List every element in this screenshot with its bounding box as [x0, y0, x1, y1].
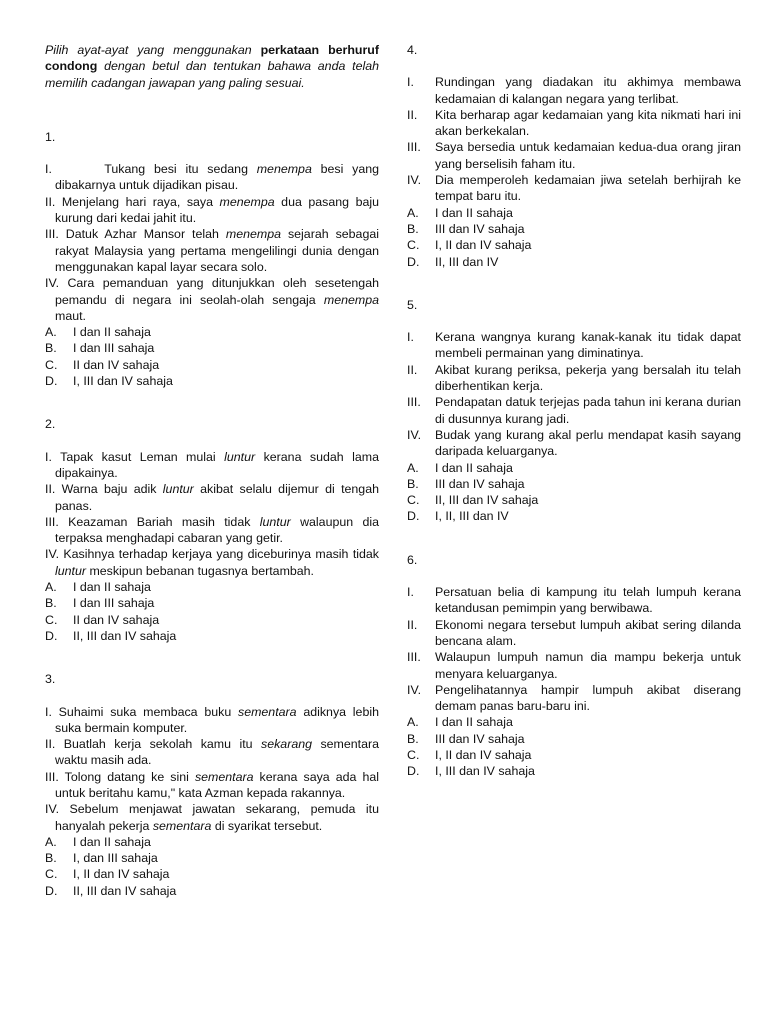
option-letter: D.	[407, 764, 420, 779]
instructions-text-end: dengan betul dan tentukan bahawa anda telah memilih cadangan jawapan yang paling sesuai.	[45, 59, 379, 90]
option-b[interactable]	[45, 850, 379, 866]
statement-2	[45, 194, 379, 227]
option-a[interactable]	[407, 714, 741, 730]
option-text: III dan IV sahaja	[435, 731, 525, 746]
option-text: II, III dan IV sahaja	[73, 628, 177, 643]
statement-4	[45, 275, 379, 324]
option-text: I dan III sahaja	[73, 341, 155, 356]
statement-1	[407, 584, 741, 617]
option-a[interactable]	[45, 579, 379, 595]
instructions-text: Pilih ayat-ayat yang menggunakan	[45, 43, 261, 57]
statement-1	[407, 74, 741, 107]
statement-1	[407, 329, 741, 362]
statement-numeral: III.	[407, 140, 421, 155]
statement-text: Rundingan yang diadakan itu akhimya membawa kedamaian di kalangan negara yang terlibat.	[435, 75, 741, 106]
italic-word: menempa	[225, 227, 281, 242]
statement-3	[407, 139, 741, 172]
option-d[interactable]	[407, 254, 741, 270]
option-letter: A.	[407, 460, 419, 475]
option-letter: B.	[45, 596, 57, 611]
option-b[interactable]	[407, 221, 741, 237]
left-column	[45, 42, 379, 899]
option-text: I dan II sahaja	[73, 325, 151, 340]
option-b[interactable]	[45, 340, 379, 356]
statement-numeral: III.	[45, 227, 59, 242]
italic-word: luntur	[162, 482, 194, 497]
statement-text: Pendapatan datuk terjejas pada tahun ini kerana durian di dusunnya kurang jadi.	[435, 395, 741, 426]
option-letter: C.	[45, 612, 58, 627]
statement-text: Walaupun lumpuh namun dia mampu bekerja untuk menyara keluarganya.	[435, 650, 741, 681]
statement-3	[45, 514, 379, 547]
statement-numeral: IV.	[45, 547, 60, 562]
option-text: II, III dan IV sahaja	[73, 883, 177, 898]
option-text: I dan II sahaja	[435, 715, 513, 730]
statement-numeral: I.	[407, 75, 414, 90]
option-text: II dan IV sahaja	[73, 612, 160, 627]
option-letter: A.	[45, 580, 57, 595]
option-letter: A.	[45, 834, 57, 849]
option-text: I, II dan IV sahaja	[435, 238, 532, 253]
statement-numeral: I.	[45, 449, 52, 464]
statement-text: Pengelihatannya hampir lumpuh akibat diserang demam panas baru-baru ini.	[435, 682, 741, 714]
statement-text: Budak yang kurang akal perlu mendapat kasih sayang daripada keluarganya.	[435, 427, 741, 459]
option-b[interactable]	[407, 476, 741, 492]
statement-text: Buatlah kerja sekolah kamu itu	[63, 737, 262, 752]
statement-numeral: I.	[407, 585, 414, 600]
statement-4	[407, 682, 741, 715]
option-letter: D.	[45, 883, 58, 898]
statement-4	[45, 546, 379, 579]
question-number: 4.	[407, 43, 418, 57]
statement-4	[45, 801, 379, 834]
question-4	[407, 42, 741, 270]
statement-numeral: II.	[407, 362, 418, 377]
statement-1	[45, 449, 379, 482]
option-a[interactable]	[45, 834, 379, 850]
statement-text: Dia memperoleh kedamaian jiwa setelah berhijrah ke tempat baru itu.	[435, 173, 741, 204]
statement-numeral: I.	[45, 162, 52, 177]
statement-numeral: III.	[45, 769, 59, 784]
statement-text: Persatuan belia di kampung itu telah lumpuh kerana ketandusan pemimpin yang berwibawa.	[435, 585, 741, 616]
statement-text-end: maut.	[55, 308, 86, 323]
option-c[interactable]	[407, 492, 741, 508]
option-b[interactable]	[45, 595, 379, 611]
option-c[interactable]	[45, 357, 379, 373]
statement-text: Akibat kurang periksa, pekerja yang bersalah itu telah diberhentikan kerja.	[435, 362, 741, 394]
statement-text-end: akibat selalu dijemur di tengah panas.	[55, 482, 379, 513]
statement-numeral: I.	[407, 330, 414, 345]
statement-3	[45, 769, 379, 802]
question-number: 1.	[45, 129, 56, 144]
option-a[interactable]	[45, 324, 379, 340]
option-c[interactable]	[407, 237, 741, 253]
option-a[interactable]	[407, 460, 741, 476]
option-letter: B.	[45, 341, 57, 356]
statement-2	[407, 362, 741, 395]
option-d[interactable]	[407, 763, 741, 779]
question-number: 5.	[407, 297, 418, 312]
statement-1	[45, 704, 379, 737]
italic-word: luntur	[55, 563, 86, 578]
statement-numeral: III.	[407, 650, 421, 665]
option-letter: C.	[45, 867, 58, 882]
italic-word: sementara	[152, 818, 212, 833]
option-letter: B.	[407, 221, 419, 236]
option-c[interactable]	[407, 747, 741, 763]
statement-numeral: III.	[407, 395, 421, 410]
statement-text-end: sementara waktu masih ada.	[55, 737, 379, 768]
statement-2	[407, 617, 741, 650]
instructions	[45, 42, 379, 91]
option-letter: B.	[407, 476, 419, 491]
statement-text-end: besi yang dibakarnya untuk dijadikan pisau.	[55, 162, 379, 193]
statement-text-end: adiknya lebih suka bermain komputer.	[55, 704, 379, 735]
statement-numeral: IV.	[45, 802, 60, 817]
statement-text: Cara pemanduan yang ditunjukkan oleh sesetengah pemandu di negara ini seolah-olah sengaja	[55, 276, 379, 307]
option-letter: D.	[45, 374, 58, 389]
statement-text-end: kerana saya ada hal untuk beritahu kamu," kata Azman kepada rakannya.	[55, 769, 380, 800]
statement-3	[407, 394, 741, 427]
option-text: II dan IV sahaja	[73, 357, 160, 372]
option-text: I, III dan IV sahaja	[73, 374, 173, 389]
option-letter: B.	[407, 731, 419, 746]
option-text: I dan II sahaja	[435, 205, 513, 220]
statement-text: Menjelang hari raya, saya	[61, 194, 220, 209]
statement-numeral: II.	[45, 194, 56, 209]
option-text: II, III dan IV sahaja	[435, 493, 539, 508]
statement-text: Saya bersedia untuk kedamaian kedua-dua orang jiran yang berselisih faham itu.	[435, 140, 741, 171]
option-d[interactable]	[45, 883, 379, 899]
italic-word: sementara	[194, 769, 254, 784]
option-letter: C.	[45, 357, 58, 372]
option-letter: D.	[407, 254, 420, 269]
statement-2	[45, 736, 379, 769]
option-letter: D.	[45, 628, 58, 643]
option-letter: A.	[45, 325, 57, 340]
statement-4	[407, 172, 741, 205]
question-number: 6.	[407, 552, 418, 567]
statement-text-end: kerana sudah lama dipakainya.	[55, 449, 379, 480]
question-6	[407, 552, 741, 780]
statement-text-end: dua pasang baju kurung dari kedai jahit itu.	[55, 194, 379, 226]
statement-text: Keazaman Bariah masih tidak	[68, 514, 260, 529]
option-c[interactable]	[45, 612, 379, 628]
statement-3	[45, 226, 379, 275]
option-text: III dan IV sahaja	[435, 221, 525, 236]
option-text: I dan II sahaja	[73, 834, 151, 849]
statement-numeral: IV.	[407, 682, 422, 697]
option-text: I, II, III dan IV	[435, 509, 509, 524]
option-d[interactable]	[45, 373, 379, 389]
italic-word: luntur	[224, 449, 256, 464]
statement-text: Kita berharap agar kedamaian yang kita nikmati hari ini akan berkekalan.	[435, 107, 741, 139]
italic-word: menempa	[256, 162, 312, 177]
option-letter: A.	[407, 715, 419, 730]
option-text: I, III dan IV sahaja	[435, 764, 535, 779]
statement-numeral: IV.	[407, 173, 422, 188]
statement-text: Ekonomi negara tersebut lumpuh akibat sering dilanda bencana alam.	[435, 617, 741, 648]
question-number: 3.	[45, 672, 56, 687]
statement-text: Tapak kasut Leman mulai	[60, 449, 225, 464]
statement-numeral: I.	[45, 704, 52, 719]
italic-word: sekarang	[261, 737, 312, 752]
option-text: III dan IV sahaja	[435, 476, 525, 491]
statement-text-end: walaupun dia terpaksa menghadapi cabaran yang getir.	[55, 514, 379, 546]
option-letter: C.	[407, 493, 420, 508]
statement-numeral: IV.	[45, 276, 60, 291]
statement-numeral: II.	[407, 617, 418, 632]
question-5	[407, 297, 741, 525]
italic-word: luntur	[259, 514, 291, 529]
option-letter: D.	[407, 509, 420, 524]
statement-numeral: II.	[45, 737, 56, 752]
option-text: I dan II sahaja	[73, 580, 151, 595]
statement-text-end: sejarah sebagai rakyat Malaysia yang pertama mengelilingi dunia dengan menggunakan kapal layar secara solo.	[55, 227, 379, 274]
question-2	[45, 416, 379, 644]
italic-word: menempa	[323, 292, 379, 307]
right-column	[407, 42, 741, 780]
italic-word: sementara	[238, 704, 297, 719]
question-1	[45, 129, 379, 389]
statement-numeral: IV.	[407, 427, 422, 442]
option-a[interactable]	[407, 205, 741, 221]
option-d[interactable]	[407, 508, 741, 524]
option-text: II, III dan IV	[435, 254, 499, 269]
statement-text: Kerana wangnya kurang kanak-kanak itu tidak dapat membeli permainan yang diminatinya.	[435, 330, 741, 361]
question-number: 2.	[45, 417, 56, 432]
statement-1	[45, 161, 379, 194]
statement-text: Warna baju adik	[61, 482, 163, 497]
question-3	[45, 671, 379, 899]
statement-numeral: II.	[45, 482, 56, 497]
italic-word: menempa	[219, 194, 275, 209]
statement-2	[407, 107, 741, 140]
statement-3	[407, 649, 741, 682]
option-c[interactable]	[45, 866, 379, 882]
option-d[interactable]	[45, 628, 379, 644]
statement-text-end: di syarikat tersebut.	[211, 818, 323, 833]
option-letter: C.	[407, 747, 420, 762]
option-letter: C.	[407, 238, 420, 253]
option-text: I, II dan IV sahaja	[73, 867, 170, 882]
option-text: I dan II sahaja	[435, 460, 513, 475]
option-letter: A.	[407, 205, 419, 220]
statement-text: Suhaimi suka membaca buku	[58, 704, 238, 719]
statement-text: Tolong datang ke sini	[64, 769, 195, 784]
statement-text-end: meskipun bebanan tugasnya bertambah.	[86, 563, 315, 578]
option-b[interactable]	[407, 731, 741, 747]
statement-2	[45, 481, 379, 514]
statement-4	[407, 427, 741, 460]
statement-numeral: III.	[45, 514, 59, 529]
statement-text: Tukang besi itu sedang	[60, 162, 257, 177]
statement-text: Datuk Azhar Mansor telah	[65, 227, 226, 242]
option-text: I, II dan IV sahaja	[435, 747, 532, 762]
statement-numeral: II.	[407, 107, 418, 122]
option-letter: B.	[45, 851, 57, 866]
option-text: I dan III sahaja	[73, 596, 155, 611]
statement-text: Sebelum menjawat jawatan sekarang, pemuda itu hanyalah pekerja	[55, 802, 379, 833]
instructions-bold-text: perkataan berhuruf condong	[45, 43, 380, 74]
statement-text: Kasihnya terhadap kerjaya yang diceburinya masih tidak	[63, 547, 379, 562]
option-text: I, dan III sahaja	[73, 851, 158, 866]
